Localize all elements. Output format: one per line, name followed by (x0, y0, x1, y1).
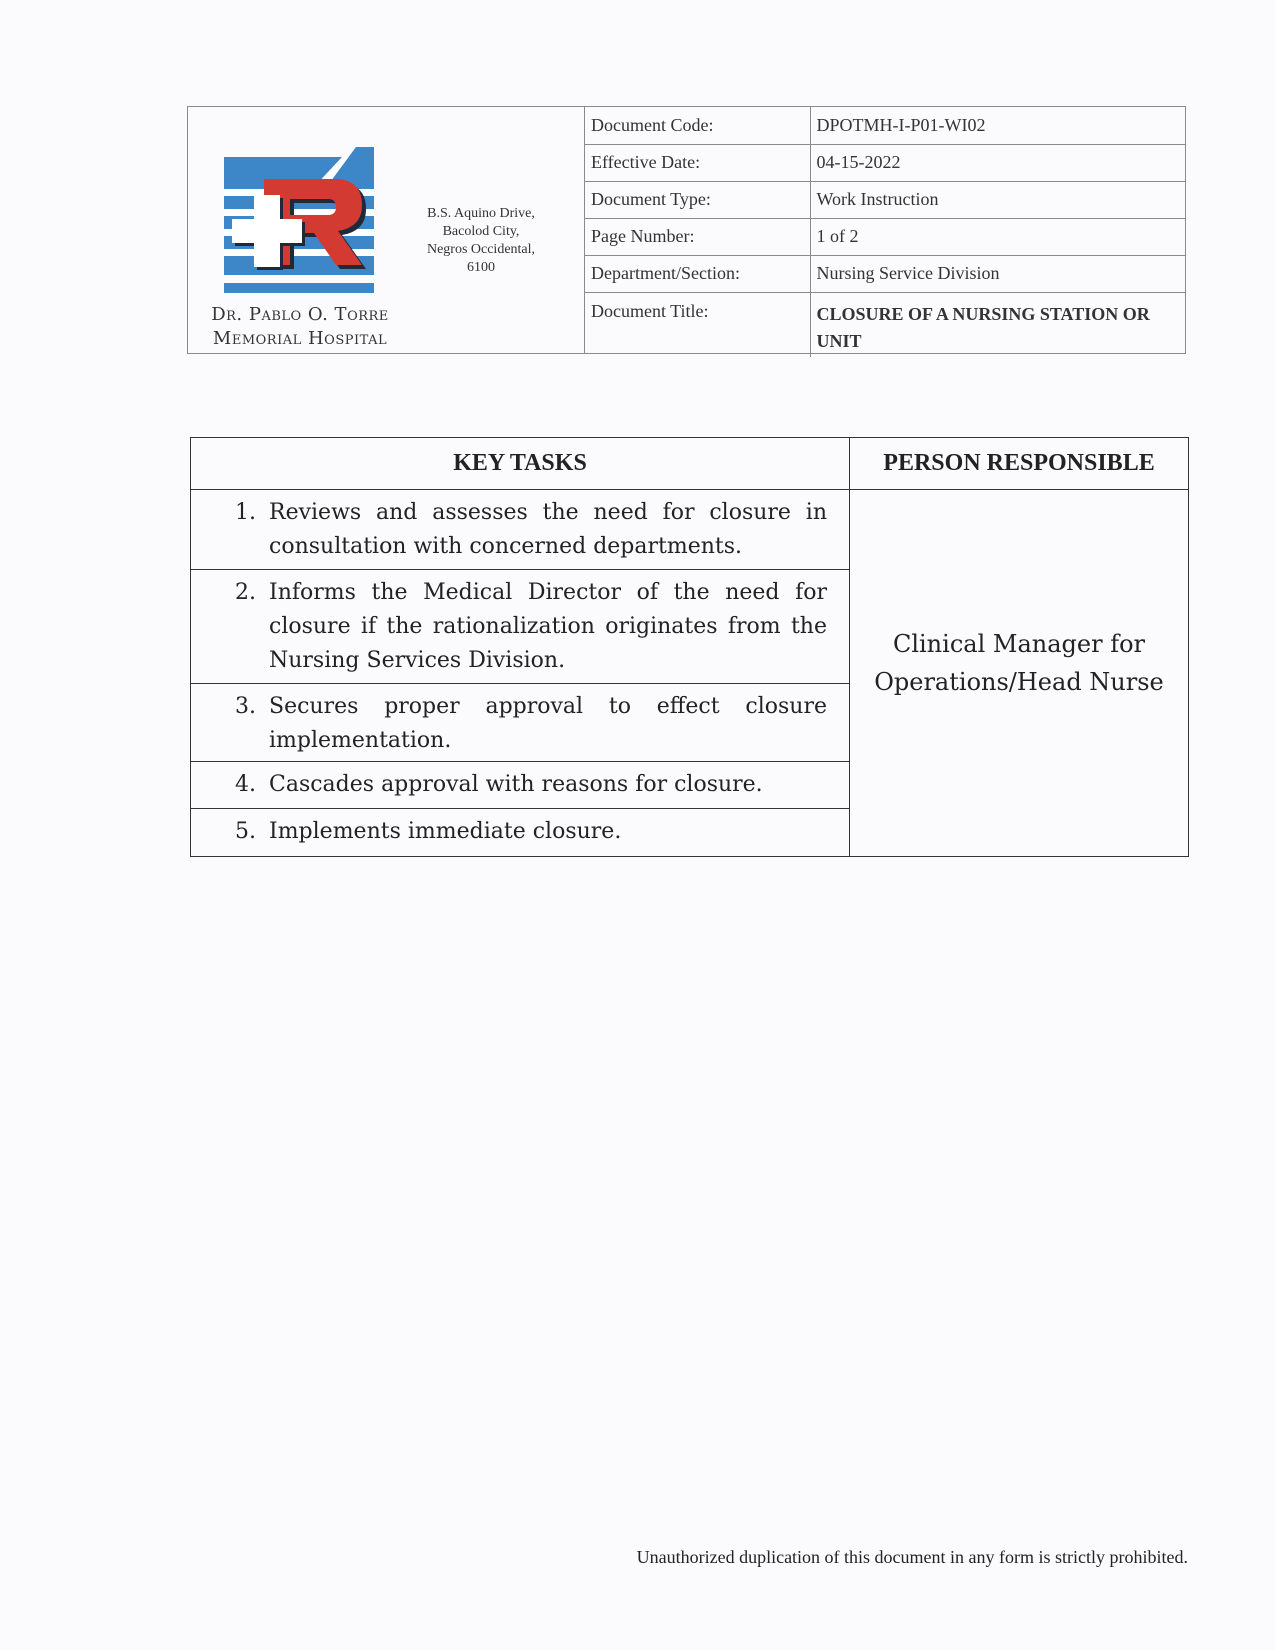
address-line: Negros Occidental, (426, 242, 536, 257)
document-header (187, 106, 1186, 354)
address-line: Bacolod City, (442, 224, 520, 239)
task-row (191, 762, 849, 809)
meta-row-page-number (585, 218, 1185, 255)
hospital-address (416, 205, 546, 277)
task-number: 5. (235, 819, 256, 844)
hospital-name-line2: Memorial Hospital (212, 328, 388, 349)
task-text: Informs the Medical Director of the need for closure if the rationalization originates from the Nursing Services Division. (269, 580, 827, 673)
person-line: Operations/Head Nurse (874, 668, 1164, 696)
task-row (191, 809, 849, 855)
person-line: Clinical Manager for (892, 630, 1145, 658)
task-text: Implements immediate closure. (269, 819, 622, 844)
task-text: Cascades approval with reasons for closure. (269, 772, 763, 797)
meta-label: Document Code: (585, 107, 810, 144)
person-responsible-column (850, 438, 1188, 856)
metadata-table (585, 107, 1185, 357)
footer-notice: Unauthorized duplication of this document in any form is strictly prohibited. (636, 1547, 1188, 1567)
meta-label: Page Number: (585, 218, 810, 255)
meta-row-department (585, 255, 1185, 292)
document-title: CLOSURE OF A NURSING STATION OR UNIT (816, 303, 1150, 351)
hospital-name-line1: Dr. Pablo O. Torre (211, 304, 389, 325)
meta-row-document-type (585, 181, 1185, 218)
hospital-name (200, 303, 400, 351)
task-number: 1. (235, 500, 256, 525)
address-line: 6100 (467, 260, 495, 275)
task-number: 2. (235, 580, 256, 605)
meta-label: Effective Date: (585, 144, 810, 181)
meta-value: 1 of 2 (810, 218, 1185, 255)
meta-value: Work Instruction (810, 181, 1185, 218)
key-tasks-column (191, 438, 850, 856)
meta-row-effective-date (585, 144, 1185, 181)
task-number: 3. (235, 694, 256, 719)
task-row (191, 490, 849, 570)
meta-label: Document Type: (585, 181, 810, 218)
task-text: Reviews and assesses the need for closure in consultation with concerned departments. (269, 500, 827, 559)
task-row (191, 684, 849, 762)
meta-row-document-title (585, 292, 1185, 357)
person-responsible-header: PERSON RESPONSIBLE (850, 438, 1188, 490)
meta-value: Nursing Service Division (810, 255, 1185, 292)
key-tasks-header: KEY TASKS (191, 438, 849, 490)
document-metadata (585, 107, 1185, 353)
key-tasks-table (190, 437, 1189, 857)
person-responsible (850, 490, 1188, 856)
task-text: Secures proper approval to effect closure implementation. (269, 694, 827, 753)
task-row (191, 570, 849, 684)
meta-value: DPOTMH-I-P01-WI02 (810, 107, 1185, 144)
meta-value: 04-15-2022 (810, 144, 1185, 181)
address-line: B.S. Aquino Drive, (427, 206, 535, 221)
meta-label: Department/Section: (585, 255, 810, 292)
meta-row-document-code (585, 107, 1185, 144)
meta-label: Document Title: (585, 292, 810, 357)
hospital-logo (224, 147, 382, 307)
hospital-branding (188, 107, 585, 353)
task-number: 4. (235, 772, 256, 797)
